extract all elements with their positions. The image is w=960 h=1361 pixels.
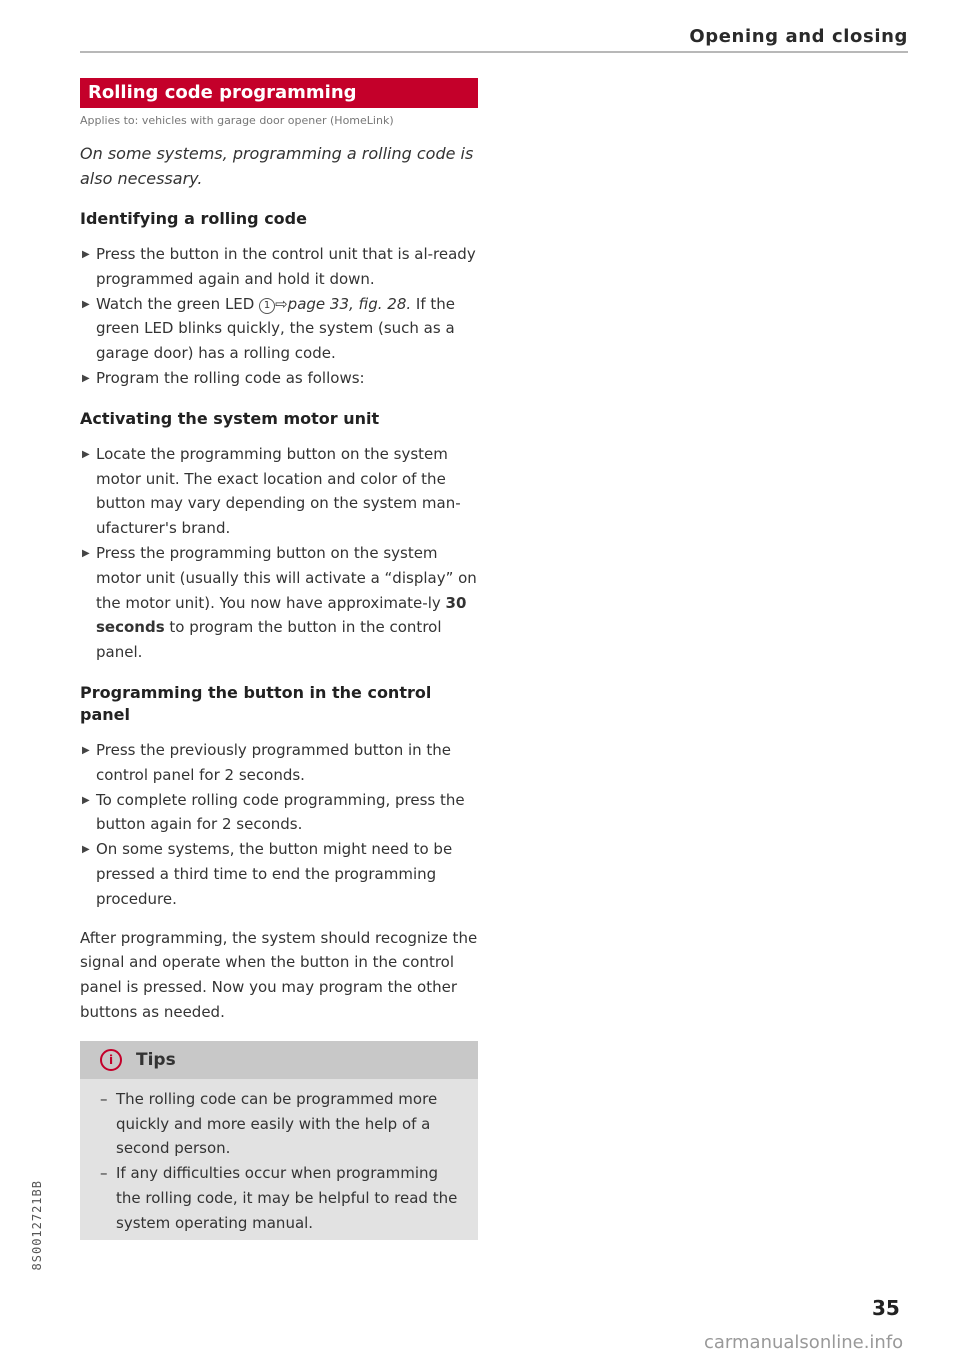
identify-heading: Identifying a rolling code [80, 209, 307, 228]
after-programming-paragraph: After programming, the system should recognize the signal and operate when the button in the control panel is pressed. Now you may program the other buttons as needed. [80, 928, 478, 1021]
header-rule [80, 51, 908, 53]
step-text: To complete rolling code programming, press the button again for 2 seconds. [96, 790, 465, 834]
step-text-continued: If the green LED blinks quickly, the system (such as a garage door) has a rolling code. [96, 294, 455, 363]
tip-text: If any difficulties occur when programming the rolling code, it may be helpful to read the system operating manual. [116, 1164, 458, 1232]
tips-title: Tips [136, 1049, 176, 1070]
step-text: Press the programming button on the system motor unit (usually this will activate a “display” on the motor unit). You now have approximate-ly [96, 543, 477, 612]
bullet-icon: ▶ [82, 249, 90, 260]
callout-number-icon: 1 [259, 298, 275, 314]
program-steps [80, 738, 478, 912]
step-text: Watch the green LED [96, 294, 255, 313]
identify-steps [80, 242, 478, 391]
tips-list [80, 1079, 478, 1240]
list-item [80, 837, 478, 911]
main-column [80, 78, 478, 1240]
step-text: On some systems, the button might need to be pressed a third time to end the programming procedure. [96, 840, 453, 908]
document-code: 8S0012721BB [30, 1180, 44, 1271]
page-number: 35 [872, 1296, 900, 1320]
page-reference-link[interactable]: ⇨page 33, fig. 28. [275, 294, 412, 313]
list-item [80, 292, 478, 366]
tips-box [80, 1041, 478, 1240]
emphasis-term: 30 seconds [96, 593, 467, 637]
step-text: Press the previously programmed button in the control panel for 2 seconds. [96, 740, 452, 784]
program-heading: Programming the button in the control panel [80, 682, 432, 724]
bullet-icon: ▶ [82, 372, 90, 384]
section-title: Rolling code programming [80, 78, 478, 108]
bullet-icon: ▶ [82, 547, 90, 559]
list-item [80, 788, 478, 838]
bullet-icon: ▶ [82, 844, 90, 856]
dash-icon: – [100, 1089, 108, 1108]
intro-text: On some systems, programming a rolling code is also necessary. [80, 144, 474, 188]
list-item [80, 738, 478, 788]
activate-heading: Activating the system motor unit [80, 408, 380, 428]
tips-header [80, 1041, 478, 1079]
list-item [100, 1161, 464, 1235]
bullet-icon: ▶ [82, 794, 90, 806]
list-item [80, 242, 478, 292]
running-head: Opening and closing [689, 26, 908, 47]
bullet-icon: ▶ [82, 744, 90, 756]
info-icon: i [100, 1049, 122, 1071]
list-item [80, 366, 478, 391]
watermark: carmanualsonline.info [704, 1332, 904, 1353]
step-text: Program the rolling code as follows: [96, 368, 365, 387]
step-text: Press the button in the control unit that is al-ready programmed again and hold it down. [96, 245, 476, 288]
applies-to: Applies to: vehicles with garage door opener (HomeLink) [80, 114, 394, 127]
list-item [80, 541, 478, 665]
list-item [80, 442, 478, 541]
bullet-icon: ▶ [82, 448, 90, 460]
dash-icon: – [100, 1164, 108, 1183]
step-text-continued: to program the button in the control panel. [96, 618, 442, 662]
activate-steps [80, 442, 478, 665]
tip-text: The rolling code can be programmed more quickly and more easily with the help of a second person. [116, 1089, 438, 1158]
step-text: Locate the programming button on the system motor unit. The exact location and color of the button may vary depending on the system man-ufacturer's brand. [96, 444, 461, 538]
bullet-icon: ▶ [82, 298, 90, 310]
list-item [100, 1087, 464, 1161]
